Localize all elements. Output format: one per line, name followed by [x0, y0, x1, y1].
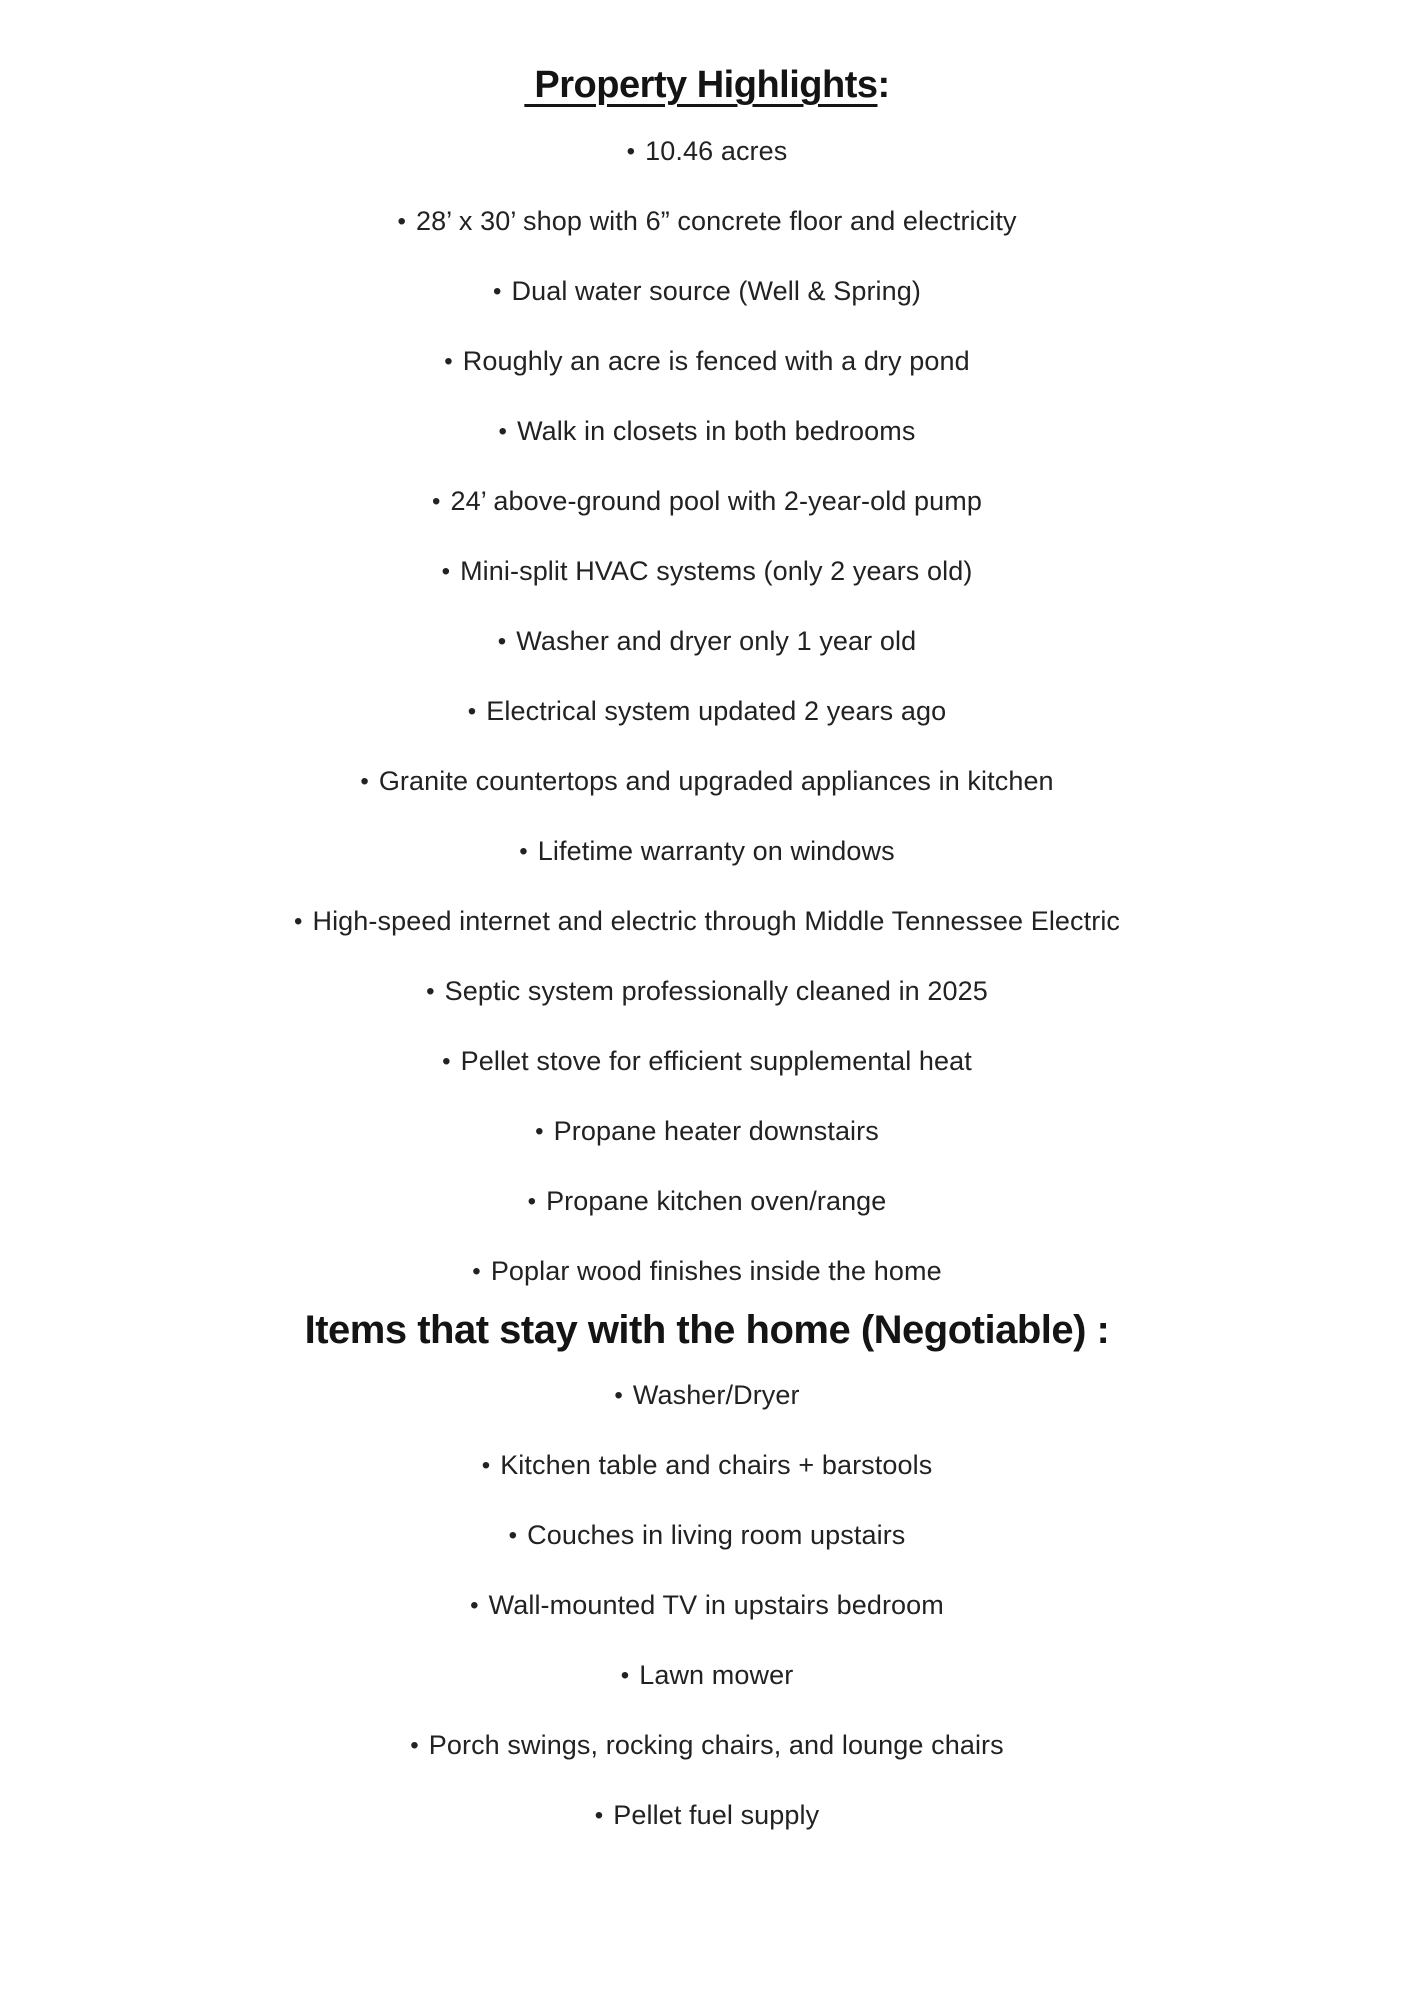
list-item: [0, 606, 1414, 676]
list-item-text: Poplar wood finishes inside the home: [490, 1255, 942, 1286]
list-item: [0, 676, 1414, 746]
list-item-text: Pellet stove for efficient supplemental heat: [460, 1045, 972, 1076]
bullet-icon: [442, 1046, 461, 1077]
list-item-text: High-speed internet and electric through Middle Tennessee Electric: [312, 905, 1121, 936]
bullet-icon: [535, 1116, 554, 1147]
page-title-colon: :: [877, 64, 890, 106]
list-item: [0, 746, 1414, 816]
bullet-icon: [360, 766, 379, 797]
bullet-icon: [432, 486, 451, 517]
list-item: [0, 1500, 1414, 1570]
bullet-icon: [621, 1660, 640, 1691]
bullet-icon: [519, 836, 538, 867]
bullet-icon: [499, 416, 518, 447]
list-item: [0, 1166, 1414, 1236]
list-item: [0, 186, 1414, 256]
bullet-icon: [498, 626, 517, 657]
list-item: [0, 1710, 1414, 1780]
list-item-text: Mini-split HVAC systems (only 2 years old): [460, 555, 973, 586]
list-item: [0, 1640, 1414, 1710]
property-highlights-list: [0, 116, 1414, 1306]
items-that-stay-list: [0, 1360, 1414, 1850]
bullet-icon: [444, 346, 463, 377]
bullet-icon: [493, 276, 512, 307]
list-item-text: 10.46 acres: [645, 135, 788, 166]
list-item-text: Wall-mounted TV in upstairs bedroom: [488, 1589, 944, 1620]
list-item: [0, 886, 1414, 956]
list-item: [0, 1360, 1414, 1430]
bullet-icon: [397, 206, 416, 237]
bullet-icon: [614, 1380, 633, 1411]
bullet-icon: [595, 1800, 614, 1831]
list-item: [0, 536, 1414, 606]
page-title: [0, 62, 1414, 108]
list-item-text: Propane kitchen oven/range: [546, 1185, 887, 1216]
list-item-text: Kitchen table and chairs + barstools: [500, 1449, 933, 1480]
list-item-text: Roughly an acre is fenced with a dry pond: [462, 345, 970, 376]
bullet-icon: [470, 1590, 489, 1621]
list-item-text: Washer and dryer only 1 year old: [516, 625, 917, 656]
list-item-text: Walk in closets in both bedrooms: [517, 415, 916, 446]
bullet-icon: [442, 556, 461, 587]
bullet-icon: [426, 976, 445, 1007]
list-item-text: Porch swings, rocking chairs, and lounge chairs: [428, 1729, 1004, 1760]
bullet-icon: [468, 696, 487, 727]
list-item: [0, 1026, 1414, 1096]
list-item-text: Electrical system updated 2 years ago: [486, 695, 947, 726]
bullet-icon: [627, 136, 646, 167]
list-item: [0, 116, 1414, 186]
list-item-text: Lawn mower: [639, 1659, 794, 1690]
list-item-text: Pellet fuel supply: [613, 1799, 820, 1830]
list-item: [0, 1570, 1414, 1640]
list-item: [0, 1236, 1414, 1306]
list-item: [0, 956, 1414, 1026]
bullet-icon: [482, 1450, 501, 1481]
list-item-text: Propane heater downstairs: [553, 1115, 879, 1146]
list-item-text: 28’ x 30’ shop with 6” concrete floor and electricity: [415, 205, 1017, 236]
list-item: [0, 326, 1414, 396]
list-item-text: Dual water source (Well & Spring): [511, 275, 921, 306]
section-title-items-that-stay: Items that stay with the home (Negotiable) :: [304, 1308, 1110, 1352]
page-title-underlined-text: Property Highlights: [524, 64, 878, 106]
list-item: [0, 1096, 1414, 1166]
bullet-icon: [294, 906, 313, 937]
list-item-text: Washer/Dryer: [632, 1379, 800, 1410]
list-item: [0, 1430, 1414, 1500]
list-item: [0, 1780, 1414, 1850]
list-item: [0, 816, 1414, 886]
bullet-icon: [410, 1730, 429, 1761]
list-item: [0, 396, 1414, 466]
list-item-text: 24’ above-ground pool with 2-year-old pump: [450, 485, 983, 516]
list-item: [0, 256, 1414, 326]
list-item-text: Septic system professionally cleaned in 2025: [444, 975, 988, 1006]
bullet-icon: [528, 1186, 547, 1217]
bullet-icon: [472, 1256, 491, 1287]
list-item-text: Couches in living room upstairs: [527, 1519, 906, 1550]
bullet-icon: [509, 1520, 528, 1551]
list-item: [0, 466, 1414, 536]
list-item-text: Lifetime warranty on windows: [537, 835, 895, 866]
list-item-text: Granite countertops and upgraded appliances in kitchen: [378, 765, 1054, 796]
